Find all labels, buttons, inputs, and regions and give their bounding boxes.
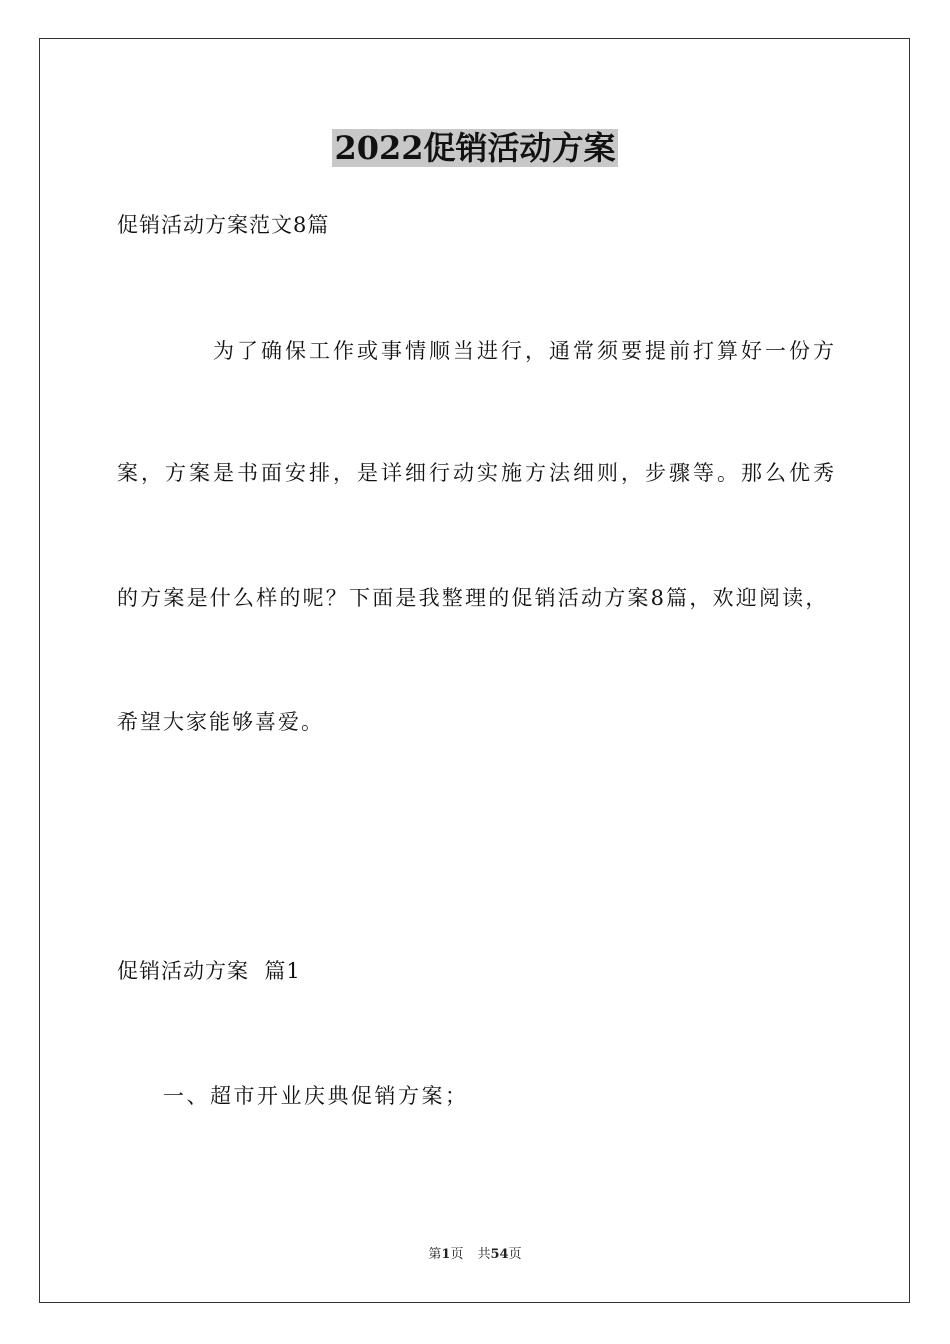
footer-total-prefix: 共: [477, 1247, 491, 1262]
section-heading: 促销活动方案 篇1: [117, 959, 301, 983]
paragraph-line-4: 希望大家能够喜爱。: [117, 710, 324, 734]
document-title: [0, 126, 950, 170]
paragraph-line-2: 案，方案是书面安排，是详细行动实施方法细则，步骤等。那么优秀: [117, 461, 837, 485]
footer-page-prefix: 第: [428, 1247, 442, 1262]
footer-total-pages: 54: [490, 1247, 509, 1262]
paragraph-line-1: 为了确保工作或事情顺当进行，通常须要提前打算好一份方: [213, 339, 837, 363]
list-item: 一、超市开业庆典促销方案；: [163, 1084, 469, 1108]
page-footer: [0, 1246, 950, 1264]
document-title-text: 2022促销活动方案: [334, 129, 616, 167]
paragraph-line-3: 的方案是什么样的呢？下面是我整理的促销活动方案8篇，欢迎阅读，: [117, 586, 829, 610]
document-subtitle: 促销活动方案范文8篇: [117, 213, 330, 237]
footer-page-number: 1: [441, 1247, 451, 1262]
footer-total-suffix: 页: [508, 1247, 522, 1262]
footer-page-suffix: 页: [450, 1247, 464, 1262]
